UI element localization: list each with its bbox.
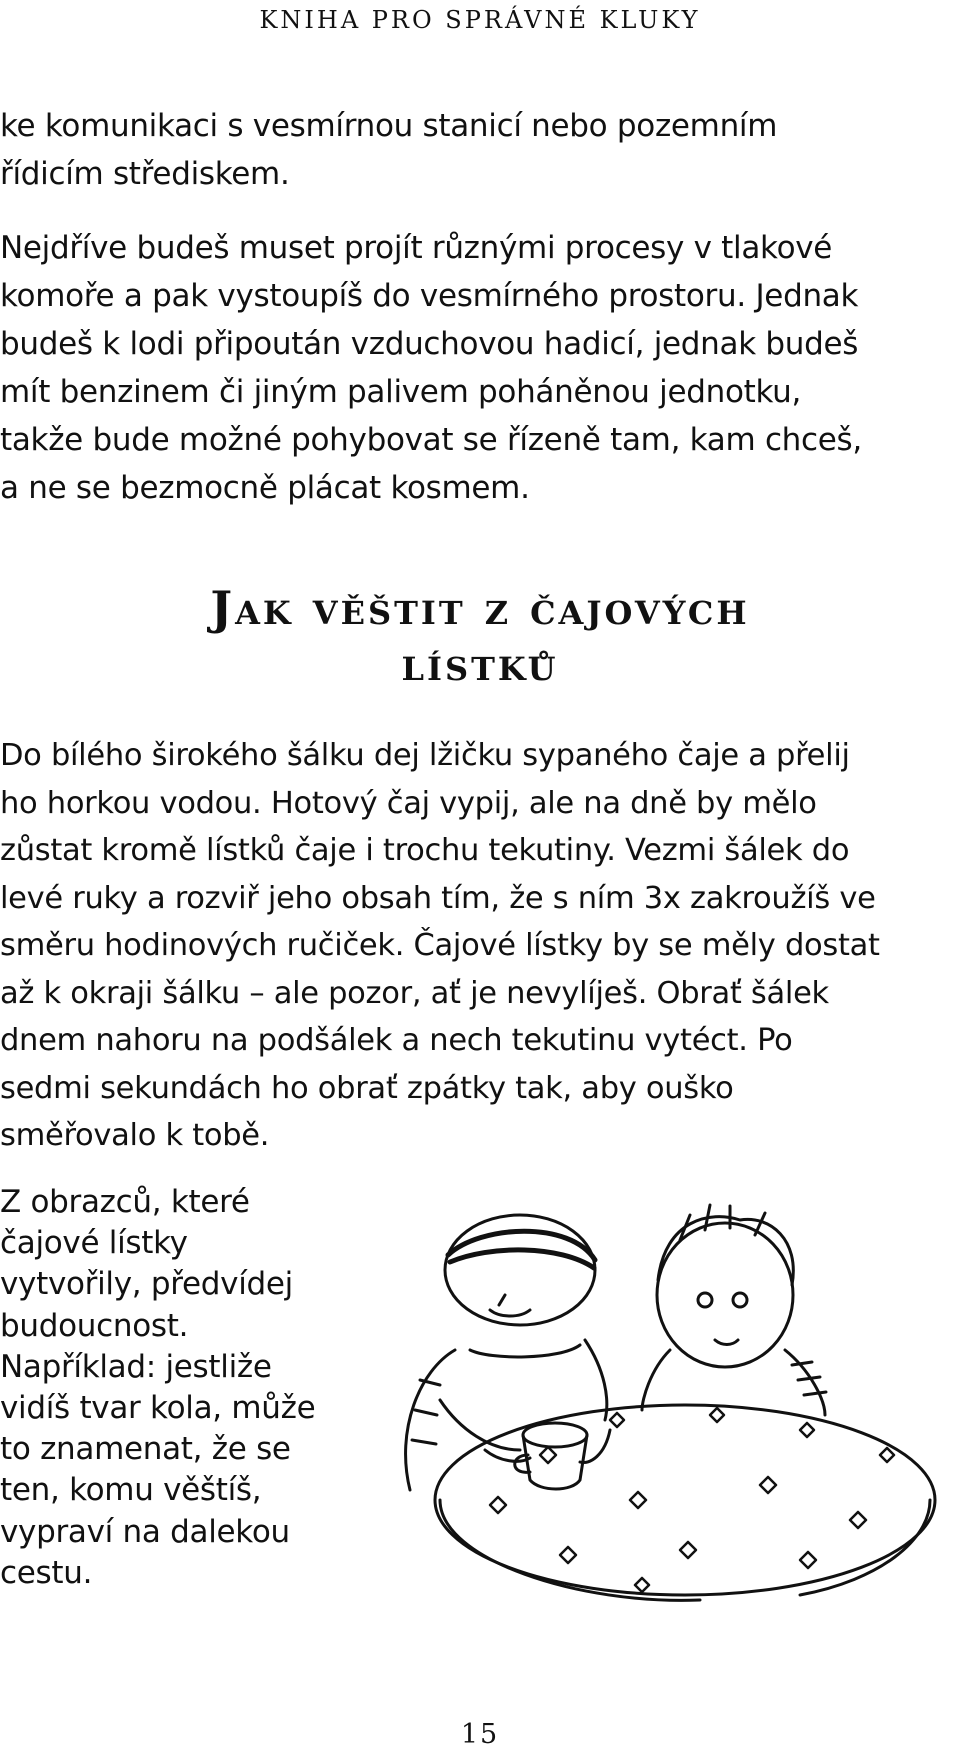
illustration-boys-reading-tea: [380, 1200, 960, 1640]
page-number: 15: [460, 1719, 500, 1750]
paragraph-spacewalk: Nejdříve budeš muset projít různými procesy v tlakové komoře a pak vystoupíš do vesmírného prostoru. Jednak budeš k lodi připoután vzduchovou hadicí, jednak budeš mít benzinem či jiným palivem poháněnou jednotku, takže bude možné pohybovat se řízeně tam, kam chceš, a ne se bezmocně plácat kosmem.: [0, 230, 862, 506]
paragraph-intro: ke komunikaci s vesmírnou stanicí nebo pozemním řídicím střediskem.: [0, 108, 778, 192]
boy-right: [642, 1205, 826, 1415]
section-heading: Jak věštit z čajových lístků: [210, 581, 750, 691]
running-head: KNIHA PRO SPRÁVNÉ KLUKY: [259, 6, 701, 34]
paragraph-tea-instructions: Do bílého širokého šálku dej lžičku sypaného čaje a přelij ho horkou vodou. Hotový čaj vypij, ale na dně by mělo zůstat kromě lístků čaje i trochu tekutiny. Vezmi šálek do levé ruky a rozviř jeho obsah tím, že s ním 3x zakroužíš ve směru hodinových ručiček. Čajové lístky by se měly dostat až k okraji šálku – ale pozor, ať je nevylíješ. Obrať šálek dnem nahoru na podšálek a nech tekutinu vytéct. Po sedmi sekundách ho obrať zpátky tak, aby ouško směřovalo k tobě.: [0, 738, 880, 1153]
table: [435, 1405, 935, 1595]
paragraph-tea-interpretation: Z obrazců, které čajové lístky vytvořily, předvídej budoucnost. Například: jestliže vidíš tvar kola, může to znamenat, že se ten, komu věštíš, vypraví na dalekou cestu.: [0, 1184, 316, 1591]
table-pattern: [490, 1408, 894, 1592]
boy-left: [406, 1215, 610, 1490]
teacup: [523, 1423, 587, 1447]
